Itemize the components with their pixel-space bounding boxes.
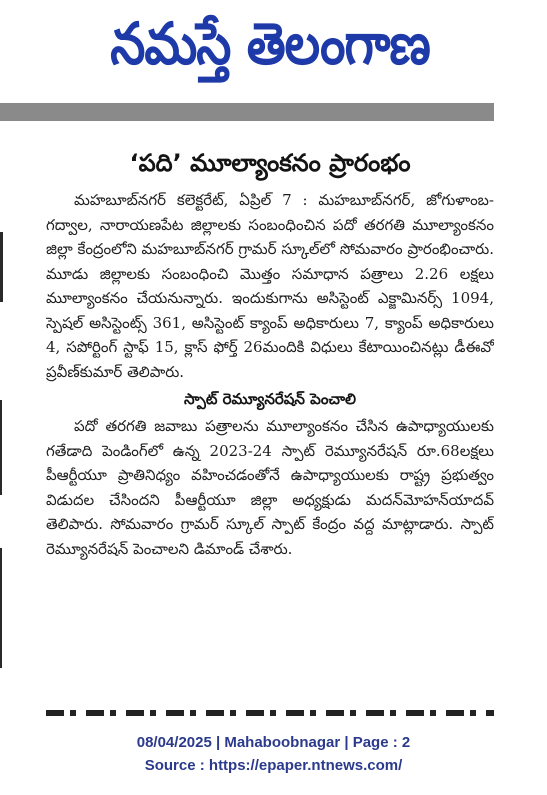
article-paragraph-2: పదో తరగతి జవాబు పత్రాలను మూల్యాంకనం చేసిన ఉపాధ్యాయులకు గతేడాది పెండింగ్‌లో ఉన్న 2023-24 స్పాట్ రెమ్యూనరేషన్ రూ.68లక్షలు పీఆర్టీయూ ప్రాతినిధ్యం వహించడంతోనే ఉపాధ్యాయులకు రాష్ట్ర ప్రభుత్వం విడుదల చేసిందని పీఆర్టీయూ జిల్లా అధ్యక్షుడు మదన్‌మోహన్‌యాదవ్ తెలిపారు. సోమవారం గ్రామర్ స్కూల్ స్పాట్ కేంద్రం వద్ద మాట్లాడారు. స్పాట్ రెమ్యూనరేషన్ పెంచాలని డిమాండ్ చేశారు. bbox=[46, 417, 494, 558]
article-headline: ‘పది’ మూల్యాంకనం ప్రారంభం bbox=[129, 149, 411, 177]
next-article-cut-edge bbox=[46, 710, 494, 716]
news-article bbox=[46, 146, 494, 716]
adjacent-clipping-edge bbox=[0, 232, 3, 302]
article-paragraph-1: మహబూబ్‌నగర్ కలెక్టరేట్, ఏప్రిల్ 7 : మహబూబ్‌నగర్, జోగుళాంబ-గద్వాల, నారాయణపేట జిల్లాలకు సంబంధించిన పదో తరగతి మూల్యాంకనం జిల్లా కేంద్రంలోని మహబూబ్‌నగర్ గ్రామర్ స్కూల్‌లో సోమవారం ప్రారంభించారు. మూడు జిల్లాలకు సంబంధించి మొత్తం సమాధాన పత్రాలు 2.26 లక్షలు మూల్యాంకనం చేయనున్నారు. ఇందుకుగాను అసిస్టెంట్ ఎక్జామినర్స్ 1094, స్పెషల్ అసిస్టెంట్స్ 361, అసిస్టెంట్ క్యాంప్ అధికారులు 7, క్యాంప్ అధికారులు 4, సపోర్టింగ్ స్టాఫ్ 15, క్లాస్ ఫోర్త్ 26మందికి విధులు కేటాయించినట్లు డీఈవో ప్రవీణ్‌కుమార్ తెలిపారు. bbox=[46, 191, 494, 381]
article-subheading: స్పాట్ రెమ్యూనరేషన్ పెంచాలి bbox=[184, 390, 356, 408]
adjacent-clipping-edge bbox=[0, 400, 2, 495]
footer-source: Source : https://epaper.ntnews.com/ bbox=[144, 757, 403, 774]
header-divider-band bbox=[0, 103, 494, 121]
adjacent-clipping-edge bbox=[0, 548, 2, 668]
footer-date-edition: 08/04/2025 | Mahaboobnagar | Page : 2 bbox=[136, 734, 411, 751]
newspaper-masthead: నమస్తే తెలంగాణ bbox=[110, 10, 430, 78]
